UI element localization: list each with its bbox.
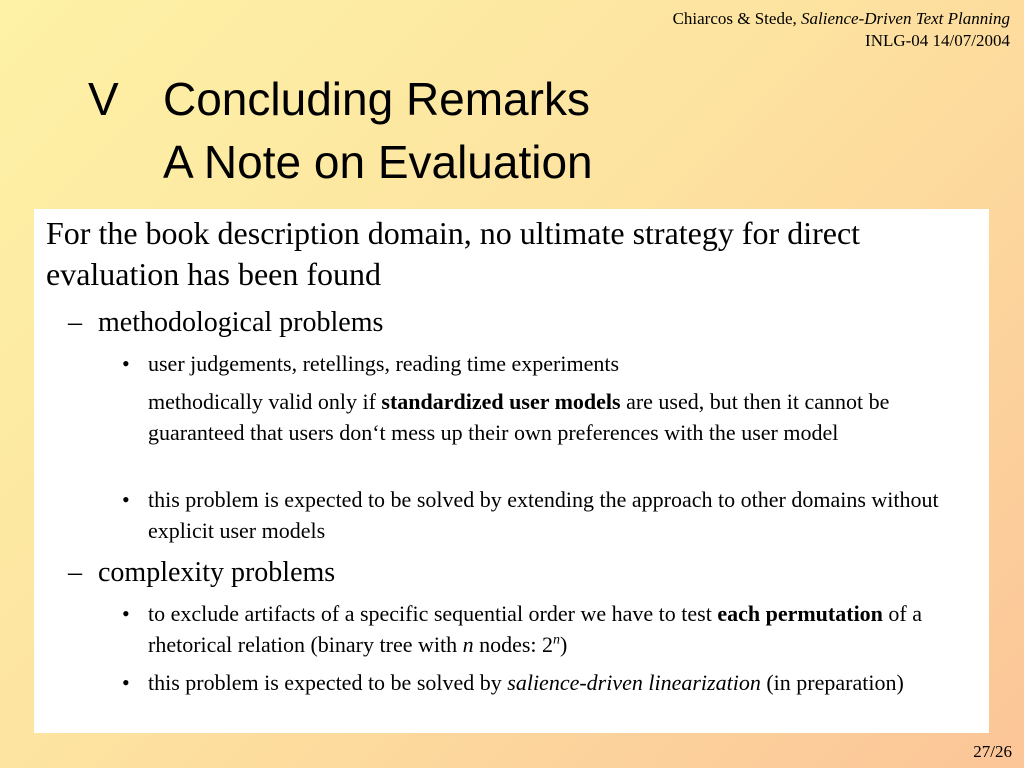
header-paper-title: Salience-Driven Text Planning <box>801 9 1010 28</box>
page-number: 27/26 <box>973 742 1012 761</box>
content-panel <box>34 209 989 733</box>
emphasis-italic: salience-driven linearization <box>507 670 761 695</box>
dash-marker: – <box>68 307 82 338</box>
list-item-continuation <box>148 386 978 448</box>
list-item-text <box>148 667 978 698</box>
bullet-marker: • <box>122 351 130 376</box>
text-run: are used, but then it cannot be guaranteed that users don‘t mess up their own preferences with the user model <box>148 389 890 445</box>
text-run: this problem is expected to be solved by <box>148 670 508 695</box>
header-authors: Chiarcos & Stede, <box>672 9 801 28</box>
section-numeral: V <box>88 73 119 125</box>
text-run: methodically valid only if <box>148 389 382 414</box>
title-lines <box>163 74 593 200</box>
text-run: (in preparation) <box>760 670 904 695</box>
title-line-2: A Note on Evaluation <box>163 136 593 188</box>
header-venue-date: INLG-04 14/07/2004 <box>865 31 1010 50</box>
section-label: complexity problems <box>98 557 336 588</box>
text-run: nodes: 2 <box>473 632 554 657</box>
list-item-text <box>148 348 978 448</box>
emphasis-bold: standardized user models <box>381 389 621 414</box>
list-item-text <box>148 598 978 660</box>
list-item-line: user judgements, retellings, reading time experiments <box>148 351 620 376</box>
text-run: ) <box>560 632 568 657</box>
bullet-marker: • <box>122 601 130 626</box>
intro-paragraph: For the book description domain, no ultimate strategy for direct evaluation has been found <box>46 215 861 292</box>
slide-header <box>673 8 1010 52</box>
header-citation <box>673 8 1010 30</box>
emphasis-bold: each permutation <box>717 601 883 626</box>
text-run: to exclude artifacts of a specific sequential order we have to test <box>148 601 718 626</box>
dash-marker: – <box>68 557 82 588</box>
emphasis-italic: n <box>462 632 474 657</box>
superscript: n <box>553 632 561 648</box>
bullet-marker: • <box>122 487 130 512</box>
title-line-1: Concluding Remarks <box>163 73 590 125</box>
list-item-text: this problem is expected to be solved by extending the approach to other domains without explicit user models <box>148 487 939 543</box>
bullet-marker: • <box>122 670 130 695</box>
section-label: methodological problems <box>98 307 384 338</box>
text-run: of a rhetorical relation (binary tree with <box>148 601 923 657</box>
